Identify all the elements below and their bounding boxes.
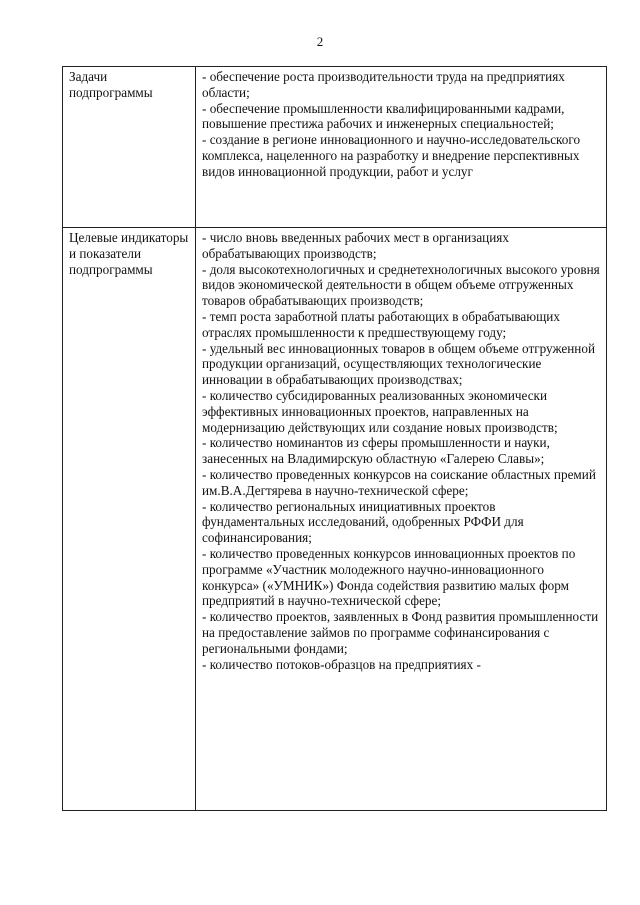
list-item: - количество номинантов из сферы промышленности и науки, занесенных на Владимирскую областную «Галерею Славы»; [202, 435, 550, 467]
list-item: - удельный вес инновационных товаров в общем объеме отгруженной продукции организаций, осуществляющих технологические инновации в обрабатывающих производствах; [202, 340, 596, 388]
list-item: - создание в регионе инновационного и научно-исследовательского комплекса, нацеленного на разработку и внедрение перспективных видов инновационной продукции, работ и услуг [202, 132, 581, 179]
list-item: - количество проектов, заявленных в Фонд развития промышленности на предоставление займов по программе софинансирования с региональными фондами; [202, 609, 599, 656]
subprogram-passport-table [62, 66, 607, 811]
list-item: - количество проведенных конкурсов инновационных проектов по программе «Участник молодежного научно-инновационного конкурса» («УМНИК») Фонда содействия развитию малых форм предприятий в научно-технической сфере; [202, 545, 576, 609]
list-item: - количество потоков-образцов на предприятиях - [202, 656, 481, 672]
row-content-indicators [196, 228, 607, 811]
list-item: - темп роста заработной платы работающих в обрабатывающих отраслях промышленности к предшествующему году; [202, 308, 560, 340]
row-label-indicators: Целевые индикаторы и показатели подпрограммы [63, 228, 196, 811]
row-label-tasks: Задачи подпрограммы [63, 67, 196, 228]
list-item: - обеспечение промышленности квалифицированными кадрами, повышение престижа рабочих и инженерных специальностей; [202, 100, 565, 132]
list-item: - доля высокотехнологичных и среднетехнологичных высокого уровня видов экономической деятельности в общем объеме отгруженных товаров обрабатывающих производств; [202, 261, 600, 309]
table-row-indicators [63, 228, 607, 811]
page-number: 2 [316, 34, 324, 49]
table-row-tasks [63, 67, 607, 228]
list-item: - число вновь введенных рабочих мест в организациях обрабатывающих производств; [202, 230, 509, 261]
list-item: - количество проведенных конкурсов на соискание областных премий им.В.А.Дегтярева в научно-технической сфере; [202, 466, 596, 498]
list-item: - обеспечение роста производительности труда на предприятиях области; [202, 69, 565, 100]
row-content-tasks [196, 67, 607, 228]
list-item: - количество субсидированных реализованных экономически эффективных инновационных проектов, направленных на модернизацию действующих или создание новых производств; [202, 387, 558, 435]
list-item: - количество региональных инициативных проектов фундаментальных исследований, одобренных РФФИ для софинансирования; [202, 498, 524, 546]
